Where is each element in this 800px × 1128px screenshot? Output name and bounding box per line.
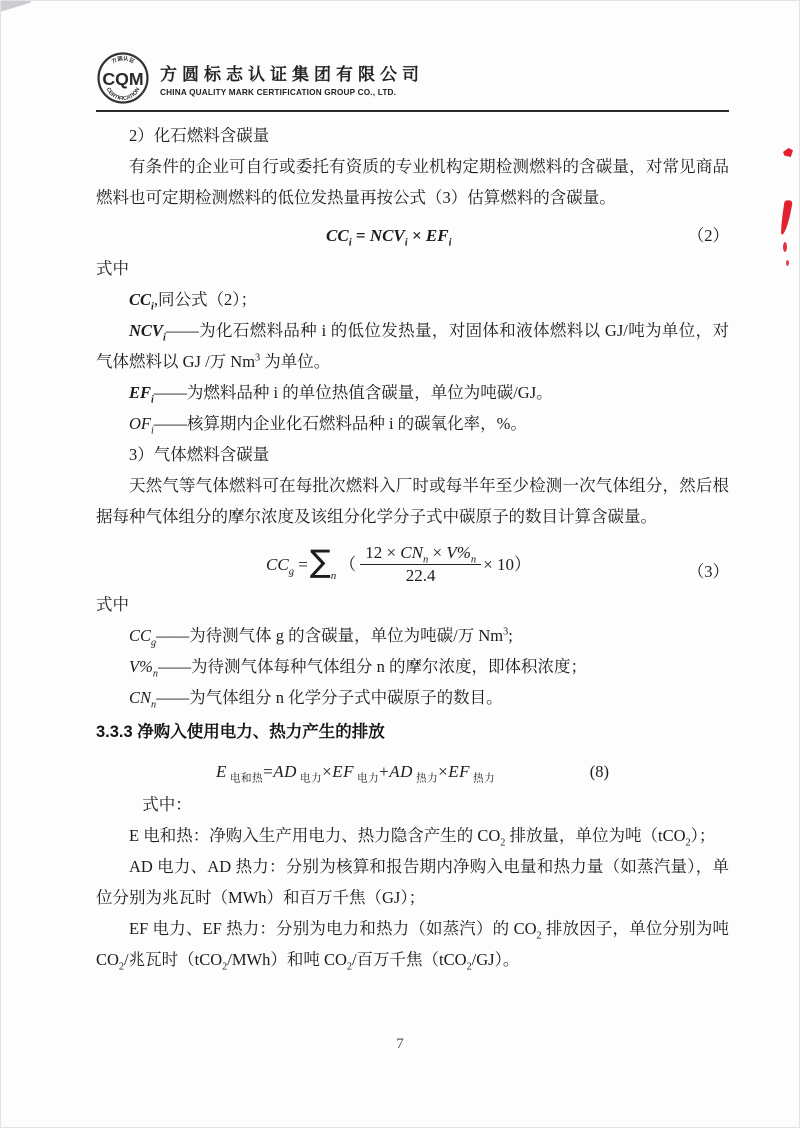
definition-ef-power-heat: EF 电力、EF 热力：分别为电力和热力（如蒸汽）的 $CO_2$ 排放因子，单位分别为吨 $CO_2/$兆瓦时（tCO$_2$/MWh）和吨 $CO_2/$百万千焦（tCO$_2$/GJ）。 — [96, 919, 729, 973]
formula-2-row — [96, 220, 729, 251]
seal-arc-bottom-text: CERTIFICATION — [104, 86, 142, 103]
definition-ccg: $CC_g——$为待测气体 g 的含碳量，单位为吨碳/万 Nm$^3$; — [129, 626, 513, 649]
item-heading-gas-fuel-carbon: 3）气体燃料含碳量 — [129, 445, 270, 464]
company-name-cn: 方圆标志认证集团有限公司 — [160, 64, 424, 84]
section-heading-3-3-3: 3.3.3 净购入使用电力、热力产生的排放 — [96, 723, 385, 741]
seal-arc-top-text: 方圆认证 — [110, 56, 136, 66]
formula-8-row — [96, 756, 729, 787]
company-name-block — [160, 60, 424, 97]
document-body — [1, 112, 799, 975]
definition-efi: $EF_i——$为燃料品种 i 的单位热值含碳量，单位为吨碳/GJ。 — [129, 383, 553, 406]
red-annotation-mark — [783, 242, 787, 252]
definition-cnn: $CN_n——$为气体组分 n 化学分子式中碳原子的数目。 — [129, 688, 503, 711]
definition-vn: $V\%_n——$为待测气体每种气体组分 n 的摩尔浓度，即体积浓度； — [129, 657, 587, 680]
label-shizhong-3: 式中： — [142, 795, 192, 814]
page-number: 7 — [396, 1036, 404, 1052]
sigma-subscript: n — [330, 570, 337, 582]
definition-ncvi: $NCV_i——$为化石燃料品种 i 的低位发热量，对固体和液体燃料以 GJ/吨为单位，对气体燃料以 GJ /万 Nm$^3$ 为单位。 — [96, 321, 729, 371]
cqm-logo-seal — [96, 51, 150, 105]
formula-2-number: （2） — [687, 226, 729, 245]
fraction-numerator: $12 \times CN_n \times V\%_n$ — [365, 543, 477, 566]
formula-2-expression: $CC_i = NCV_i \times EF_i$ — [326, 226, 452, 249]
formula-8-expression: E $_{电和热}$=AD $_{电力}$×EF $_{电力}$+AD $_{热力}$×EF $_{热力}$ — [216, 762, 496, 785]
definition-e-power-heat: E 电和热：净购入生产用电力、热力隐含产生的 $CO_2$ 排放量，单位为吨（tCO$_2$）； — [129, 826, 716, 849]
definition-cci: $CC_i$,同公式（2）； — [129, 290, 257, 313]
definition-ofi: $OF_i——$核算期内企业化石燃料品种 i 的碳氧化率，%。 — [129, 414, 527, 437]
formula-3-tail: × 10） — [483, 555, 531, 574]
formula-3-fraction — [360, 542, 481, 587]
fraction-denominator: 22.4 — [360, 564, 481, 587]
seal-monogram: CQM — [102, 68, 144, 89]
company-name-en: CHINA QUALITY MARK CERTIFICATION GROUP CO., LTD. — [160, 87, 397, 97]
formula-3-open-paren: （ — [339, 555, 357, 574]
formula-3-expression — [266, 542, 531, 587]
formula-3-lhs: $CC_g$ = — [266, 555, 308, 578]
item-heading-fossil-fuel-carbon: 2）化石燃料含碳量 — [129, 126, 270, 145]
paragraph-fossil-fuel: 有条件的企业可自行或委托有资质的专业机构定期检测燃料的含碳量，对常见商品燃料也可定期检测燃料的低位发热量再按公式（3）估算燃料的含碳量。 — [96, 157, 729, 207]
formula-8-number: (8) — [589, 762, 609, 781]
sigma-symbol: ∑ — [309, 544, 331, 580]
page-header — [1, 1, 799, 105]
label-shizhong-1: 式中 — [96, 259, 129, 278]
formula-3-number: （3） — [687, 562, 729, 581]
label-shizhong-2: 式中 — [96, 595, 129, 614]
page-footer — [1, 1036, 799, 1053]
paragraph-gas-fuel: 天然气等气体燃料可在每批次燃料入厂时或每半年至少检测一次气体组分，然后根据每种气体组分的摩尔浓度及该组分化学分子式中碳原子的数目计算含碳量。 — [96, 476, 729, 526]
definition-ad-power-heat: AD 电力、AD 热力：分别为核算和报告期内净购入电量和热力量（如蒸汽量），单位分别为兆瓦时（MWh）和百万千焦（GJ）； — [96, 857, 729, 907]
red-annotation-mark — [786, 260, 789, 266]
formula-3-row — [96, 542, 729, 587]
